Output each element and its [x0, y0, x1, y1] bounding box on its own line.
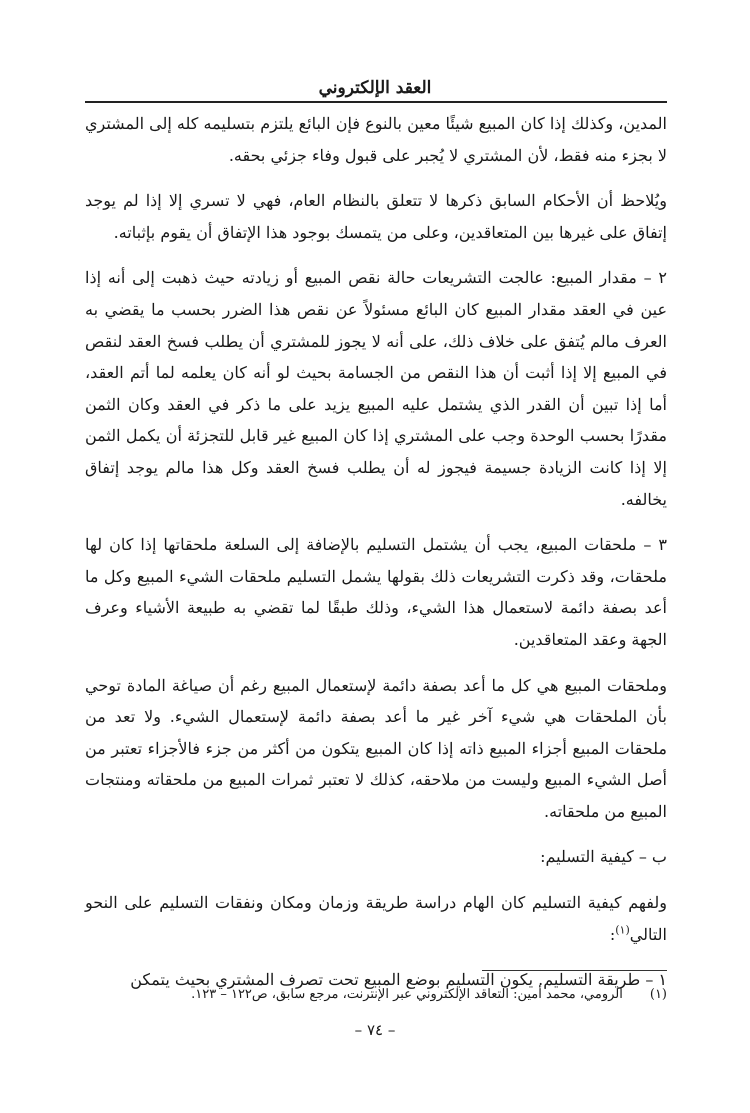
paragraph-1: المدين، وكذلك إذا كان المبيع شيئًا معين بالنوع فإن البائع يلتزم بتسليمه كله إلى المشتري لا بجزء منه فقط، لأن المشتري لا يُجبر على قبول وفاء جزئي بحقه.: [85, 114, 668, 165]
footnote-text: الرومي، محمد أمين: التعاقد الإلكتروني عبر الإنترنت، مرجع سابق، ص١٢٢ – ١٢٣.: [191, 987, 623, 1002]
body-text: [85, 108, 667, 996]
footnote: [85, 985, 667, 1005]
footnote-number: (١): [649, 987, 667, 1002]
paragraph-3-quantity-of-sold-item: ٢ – مقدار المبيع: عالجت التشريعات حالة نقص المبيع أو زيادته حيث ذهبت إلى أنه إذا عين في العقد مقدار المبيع كان البائع مسئولاً عن نقص هذا الضرر بحسب ما يقضي به العرف مالم يُتفق على خلاف ذلك، على أنه لا يجوز للمشتري أن يطلب فسخ العقد لنقص في المبيع إلا إذا أثبت أن هذا النقص من الجسامة بحيث لو أنه كان يعلمه لما أتم العقد، أما إذا تبين أن القدر الذي يشتمل عليه المبيع يزيد على ما ذكر في العقد وكان الثمن مقدرًا بحسب الوحدة وجب على المشتري إذا كان المبيع غير قابل للتجزئة أن يكمل الثمن إلا إذا كانت الزيادة جسيمة فيجوز له أن يطلب فسخ العقد وكل هذا مالم يوجد إتفاق يخالفه.: [85, 268, 667, 509]
paragraph-2: ويُلاحظ أن الأحكام السابق ذكرها لا تتعلق بالنظام العام، فهي لا تسري إلا إذا لم يوجد إتفاق على غيرها بين المتعاقدين، وعلى من يتمسك بوجود هذا الإتفاق أن يقوم بإثباته.: [85, 191, 667, 242]
paragraph-8-delivery-method: ١ – طريقة التسليم. يكون التسليم بوضع المبيع تحت تصرف المشتري بحيث يتمكن: [130, 970, 667, 990]
paragraph-5: وملحقات المبيع هي كل ما أعد بصفة دائمة لإستعمال المبيع رغم أن صياغة المادة توحي بأن الملحقات هي شيء آخر غير ما أعد بصفة دائمة لإستعمال الشيء. ولا تعد من ملحقات المبيع أجزاء المبيع ذاته إذا كان المبيع يتكون من أكثر من جزء فالأجزاء تعتبر من أصل الشيء المبيع وليست من ملاحقه، كذلك لا تعتبر ثمرات المبيع من ملحقاته ومنتجات المبيع من ملحقاته.: [85, 675, 667, 821]
footnote-reference: (١): [615, 923, 630, 937]
footnote-rule: [482, 970, 667, 971]
paragraph-7-text: ولفهم كيفية التسليم كان الهام دراسة طريقة وزمان ومكان ونفقات التسليم على النحو التالي: [85, 893, 667, 944]
paragraph-7-end: :: [609, 924, 616, 944]
page-number: – ٧٤ –: [354, 1021, 396, 1039]
running-header-title: العقد الإلكتروني: [318, 78, 432, 98]
paragraph-4-accessories-of-sold-item: ٣ – ملحقات المبيع، يجب أن يشتمل التسليم بالإضافة إلى السلعة ملحقاتها إذا كان لها ملحقات، وقد ذكرت التشريعات ذلك بقولها يشمل التسليم ملحقات الشيء المبيع وكل ما أعد بصفة دائمة لاستعمال هذا الشيء، وذلك طبقًا لما تقضي به طبيعة الأشياء وعرف الجهة وعقد المتعاقدين.: [85, 535, 667, 649]
section-heading-delivery-method: ب – كيفية التسليم:: [540, 847, 667, 867]
paragraph-7: [85, 887, 667, 950]
header-rule: [85, 101, 667, 103]
